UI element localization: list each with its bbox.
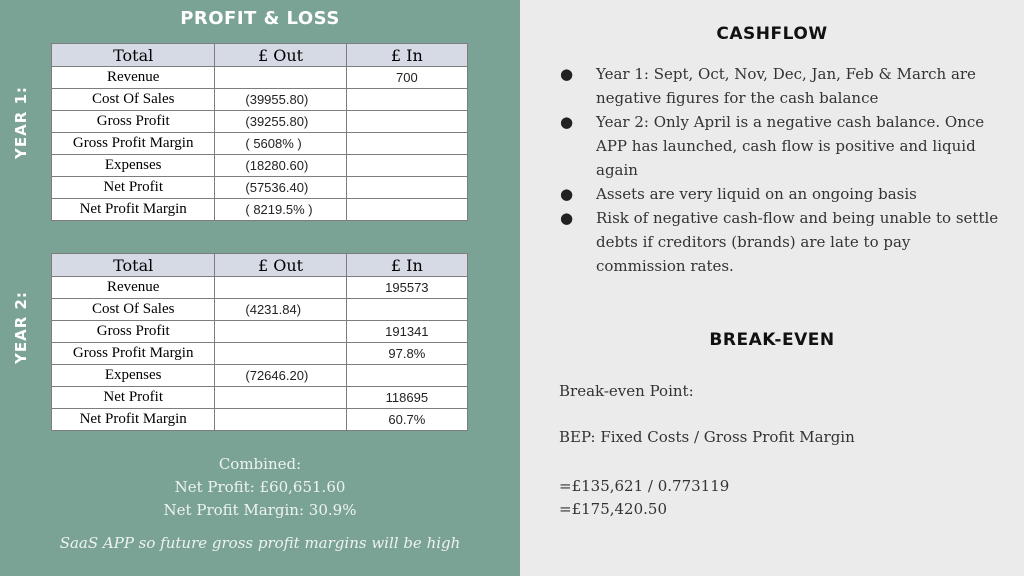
row-label: Net Profit Margin — [52, 409, 215, 431]
row-out-value: (4231.84) — [215, 299, 346, 321]
row-in-value: 97.8% — [346, 343, 467, 365]
row-label: Gross Profit Margin — [52, 343, 215, 365]
combined-label: Combined: — [218, 455, 302, 473]
row-label: Cost Of Sales — [52, 89, 215, 111]
year-1-table — [51, 43, 468, 221]
header-out: £ Out — [215, 254, 346, 277]
year-2-table — [51, 253, 468, 431]
row-label: Gross Profit — [52, 321, 215, 343]
bullet-dot-icon: ● — [560, 185, 574, 203]
table-header-row — [52, 44, 468, 67]
table-row — [52, 299, 468, 321]
row-out-value — [215, 321, 346, 343]
year-1-label: YEAR 1: — [12, 86, 30, 159]
row-in-value — [346, 177, 467, 199]
row-label: Gross Profit — [52, 111, 215, 133]
row-in-value — [346, 299, 467, 321]
row-out-value — [215, 67, 346, 89]
row-in-value: 191341 — [346, 321, 467, 343]
row-in-value — [346, 133, 467, 155]
row-label: Net Profit — [52, 177, 215, 199]
saas-note: SaaS APP so future gross profit margins will be high — [59, 534, 461, 552]
bep-formula: BEP: Fixed Costs / Gross Profit Margin — [559, 428, 855, 446]
table-row — [52, 111, 468, 133]
row-in-value: 700 — [346, 67, 467, 89]
row-out-value: (39955.80) — [215, 89, 346, 111]
row-out-value: (18280.60) — [215, 155, 346, 177]
table-row — [52, 177, 468, 199]
combined-net-profit-margin: Net Profit Margin: 30.9% — [163, 501, 357, 519]
row-out-value: (39255.80) — [215, 111, 346, 133]
bullet-text: Assets are very liquid on an ongoing basis — [596, 185, 917, 203]
cashflow-bullet — [560, 206, 1000, 278]
table-row — [52, 409, 468, 431]
breakeven-title: BREAK-EVEN — [709, 330, 835, 350]
row-label: Cost Of Sales — [52, 299, 215, 321]
row-label: Net Profit — [52, 387, 215, 409]
row-in-value — [346, 89, 467, 111]
table-row — [52, 67, 468, 89]
bep-label: Break-even Point: — [559, 382, 694, 400]
cashflow-title: CASHFLOW — [716, 24, 828, 44]
table-row — [52, 199, 468, 221]
table-row — [52, 89, 468, 111]
header-in: £ In — [346, 44, 467, 67]
table-header-row — [52, 254, 468, 277]
row-label: Revenue — [52, 277, 215, 299]
row-out-value: ( 5608% ) — [215, 133, 346, 155]
bullet-text: Risk of negative cash-flow and being unable to settle debts if creditors (brands) are late to pay commission rates. — [596, 209, 999, 275]
row-in-value — [346, 155, 467, 177]
row-out-value — [215, 409, 346, 431]
row-in-value — [346, 365, 467, 387]
row-out-value — [215, 343, 346, 365]
bullet-text: Year 1: Sept, Oct, Nov, Dec, Jan, Feb & March are negative figures for the cash balance — [596, 65, 976, 107]
row-out-value: (72646.20) — [215, 365, 346, 387]
row-label: Expenses — [52, 155, 215, 177]
table-row — [52, 133, 468, 155]
row-out-value: ( 8219.5% ) — [215, 199, 346, 221]
bep-calc-2: =£175,420.50 — [559, 500, 667, 518]
row-label: Gross Profit Margin — [52, 133, 215, 155]
row-out-value — [215, 387, 346, 409]
bep-calc-1: =£135,621 / 0.773119 — [559, 477, 730, 495]
header-in: £ In — [346, 254, 467, 277]
combined-summary — [0, 453, 520, 522]
row-in-value: 195573 — [346, 277, 467, 299]
row-label: Expenses — [52, 365, 215, 387]
table-row — [52, 277, 468, 299]
row-label: Net Profit Margin — [52, 199, 215, 221]
cashflow-bullet-list — [560, 62, 1000, 278]
header-out: £ Out — [215, 44, 346, 67]
profit-loss-title: PROFIT & LOSS — [180, 8, 340, 29]
combined-net-profit: Net Profit: £60,651.60 — [174, 478, 346, 496]
cashflow-bullet — [560, 182, 1000, 206]
table-row — [52, 155, 468, 177]
row-in-value: 118695 — [346, 387, 467, 409]
table-row — [52, 343, 468, 365]
row-in-value: 60.7% — [346, 409, 467, 431]
bullet-dot-icon: ● — [560, 209, 574, 227]
bullet-text: Year 2: Only April is a negative cash balance. Once APP has launched, cash flow is positive and liquid again — [596, 113, 985, 179]
row-label: Revenue — [52, 67, 215, 89]
table-row — [52, 365, 468, 387]
table-row — [52, 387, 468, 409]
row-out-value: (57536.40) — [215, 177, 346, 199]
cashflow-bullet — [560, 110, 1000, 182]
row-in-value — [346, 111, 467, 133]
header-total: Total — [52, 44, 215, 67]
cashflow-bullet — [560, 62, 1000, 110]
year-2-label: YEAR 2: — [12, 291, 30, 364]
header-total: Total — [52, 254, 215, 277]
row-in-value — [346, 199, 467, 221]
row-out-value — [215, 277, 346, 299]
table-row — [52, 321, 468, 343]
bullet-dot-icon: ● — [560, 65, 574, 83]
bullet-dot-icon: ● — [560, 113, 574, 131]
